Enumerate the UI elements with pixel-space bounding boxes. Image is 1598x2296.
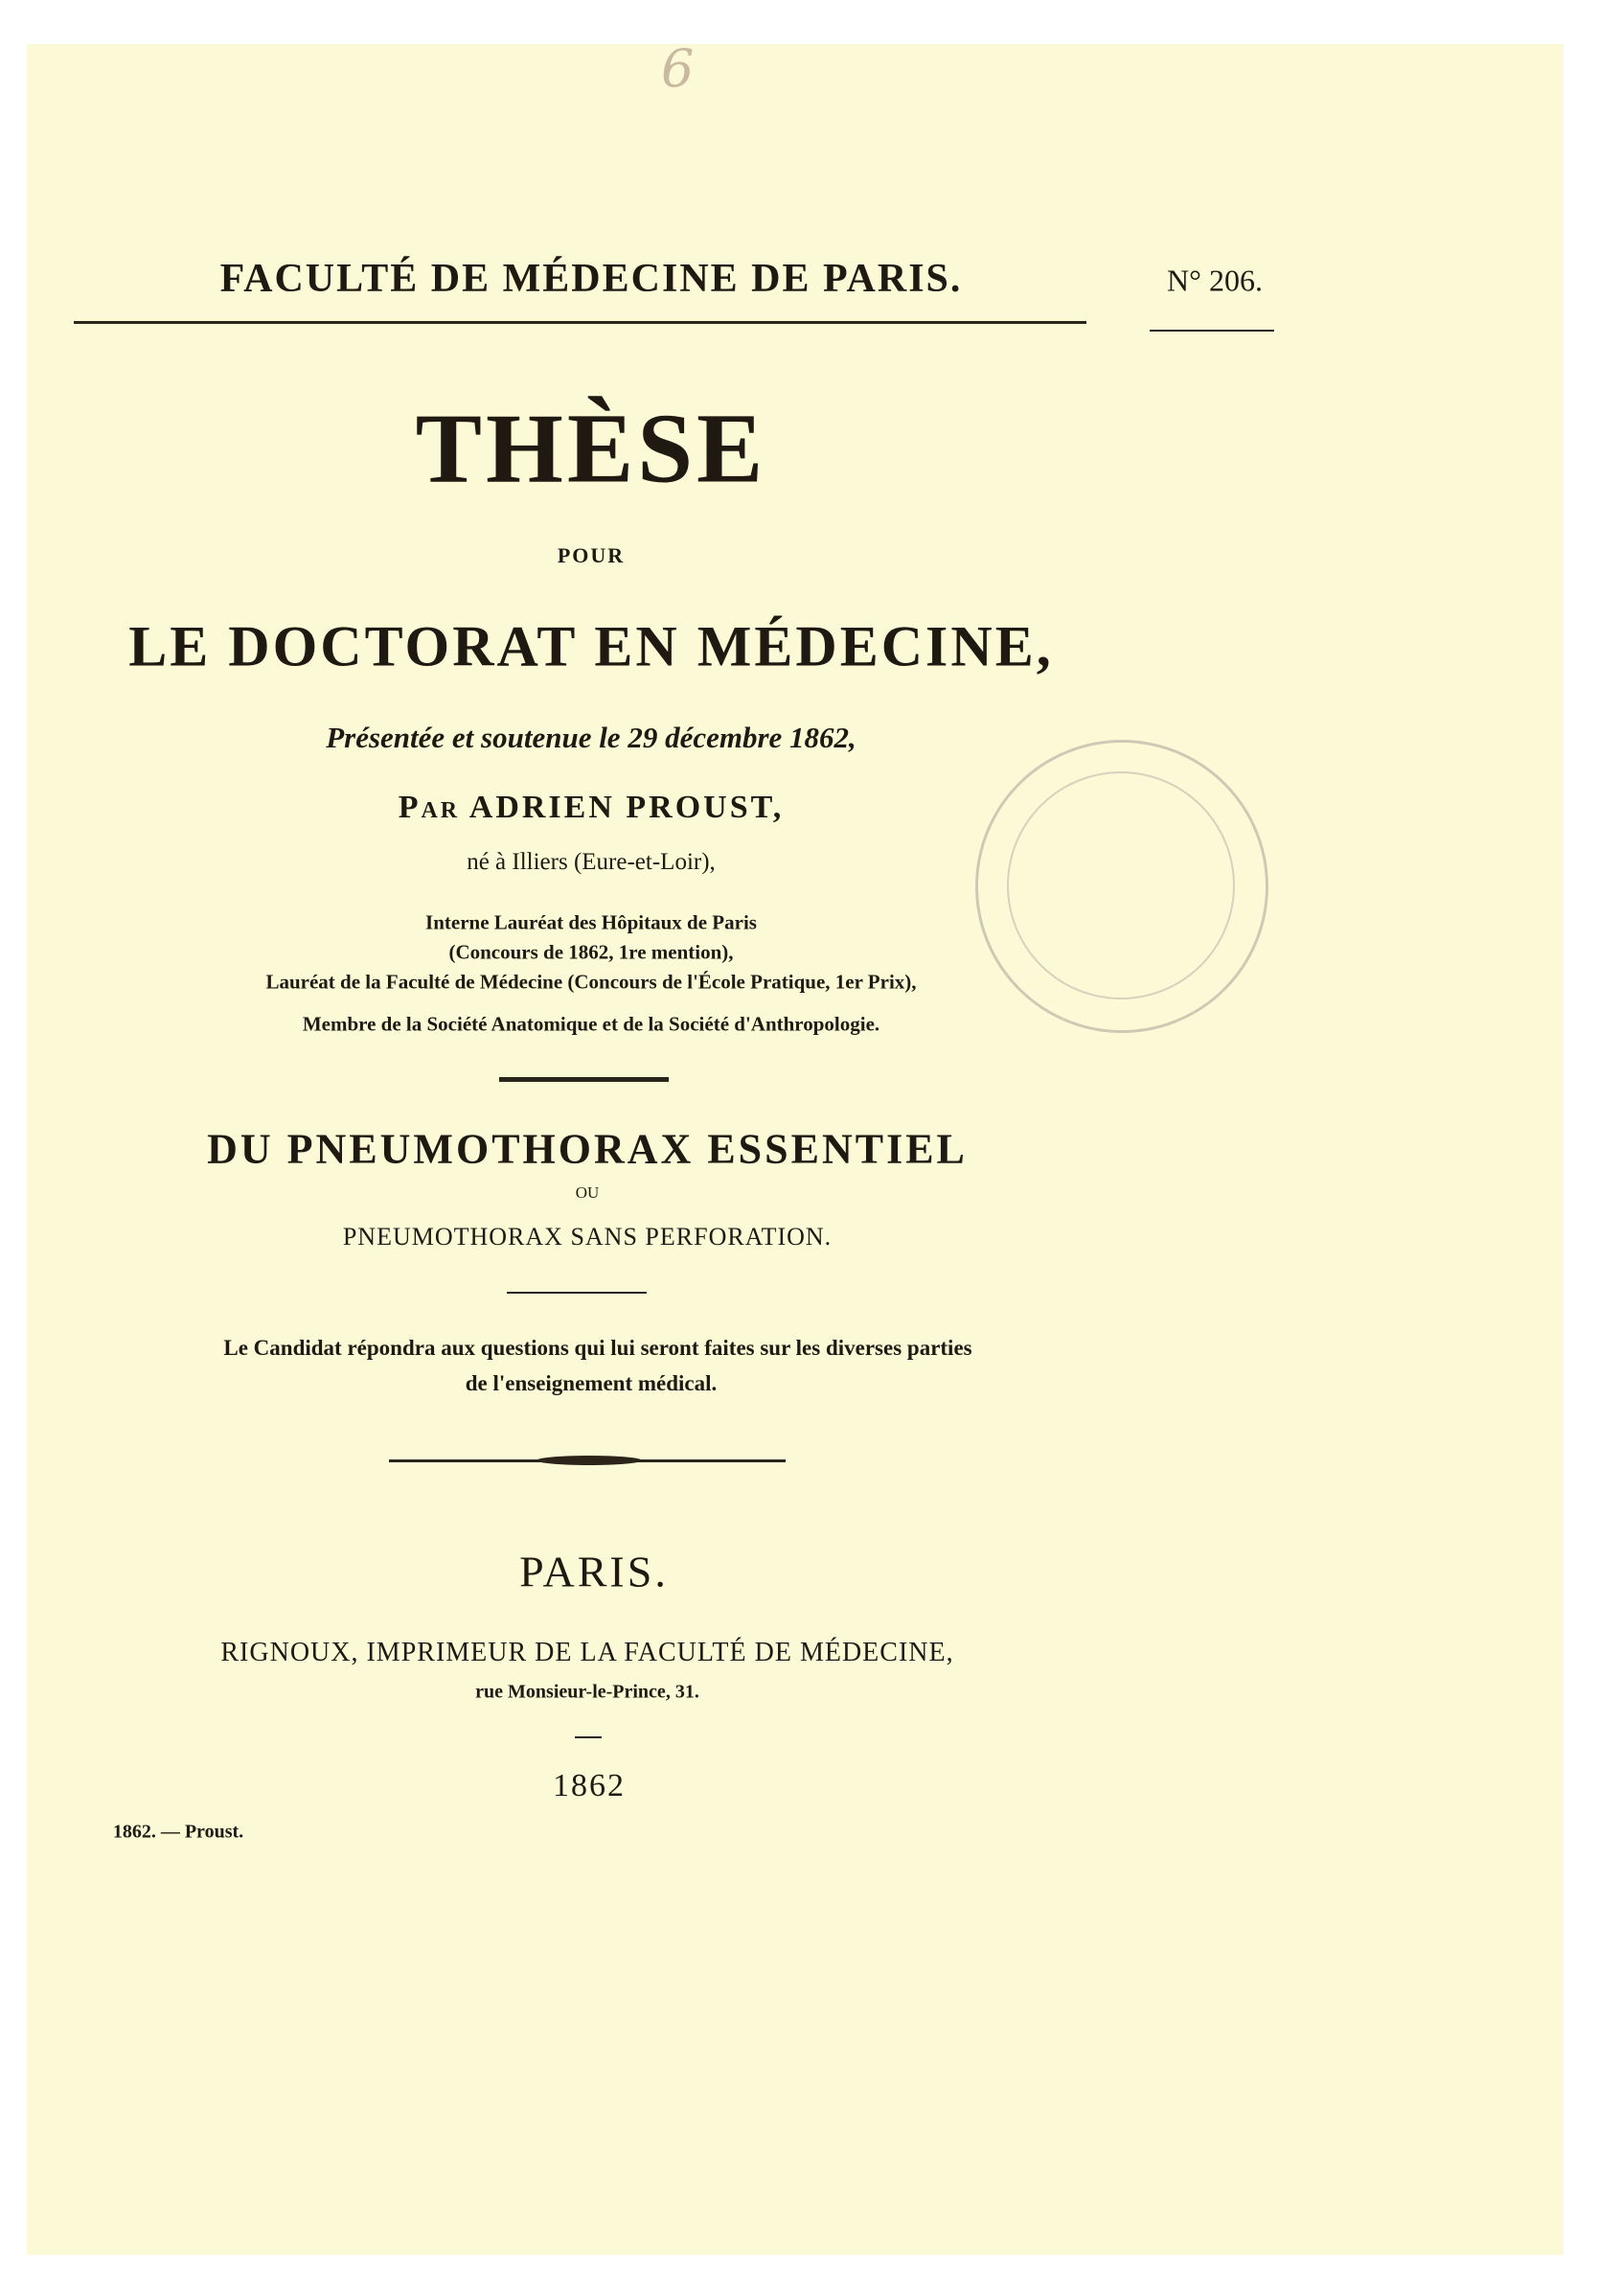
subject-title: DU PNEUMOTHORAX ESSENTIEL [207, 1125, 968, 1173]
credential-line: Interne Lauréat des Hôpitaux de Paris [425, 910, 757, 934]
ornament-center [536, 1456, 642, 1465]
credential-line: Lauréat de la Faculté de Médecine (Concours de l'École Pratique, 1er Prix), [265, 970, 917, 994]
header-rule [74, 321, 1086, 324]
pour-label: POUR [557, 543, 626, 567]
imprint-printer: RIGNOUX, IMPRIMEUR DE LA FACULTÉ DE MÉDECINE, [220, 1638, 954, 1667]
number-rule [1150, 330, 1274, 332]
presentation-date: Présentée et soutenue le 29 décembre 1862, [326, 721, 856, 754]
imprint-address: rue Monsieur-le-Prince, 31. [475, 1681, 699, 1703]
candidate-notice: de l'enseignement médical. [465, 1371, 718, 1395]
author: Par ADRIEN PROUST, [398, 790, 785, 825]
subject-subtitle: PNEUMOTHORAX SANS PERFORATION. [342, 1223, 833, 1251]
birthplace: né à Illiers (Eure-et-Loir), [467, 849, 716, 875]
thesis-number: N° 206. [1167, 263, 1263, 298]
title: THÈSE [415, 393, 767, 504]
credential-line: Membre de la Société Anatomique et de la Société d'Anthropologie. [302, 1012, 880, 1036]
footer-signature: 1862. — Proust. [112, 1821, 244, 1843]
faculty-header: FACULTÉ DE MÉDECINE DE PARIS. [219, 257, 963, 301]
separator-rule [507, 1292, 647, 1294]
imprint-city: PARIS. [519, 1547, 669, 1596]
subject-or: OU [575, 1183, 600, 1202]
degree-title: LE DOCTORAT EN MÉDECINE, [128, 614, 1054, 678]
short-rule [575, 1736, 602, 1738]
candidate-notice: Le Candidat répondra aux questions qui lui seront faites sur les diverses parties [223, 1336, 972, 1360]
library-stamp [975, 740, 1268, 1033]
credential-line: (Concours de 1862, 1re mention), [448, 940, 734, 964]
imprint-year: 1862 [553, 1768, 626, 1803]
ornament-rule [499, 1077, 669, 1082]
handwritten-page-number: 6 [661, 38, 695, 99]
